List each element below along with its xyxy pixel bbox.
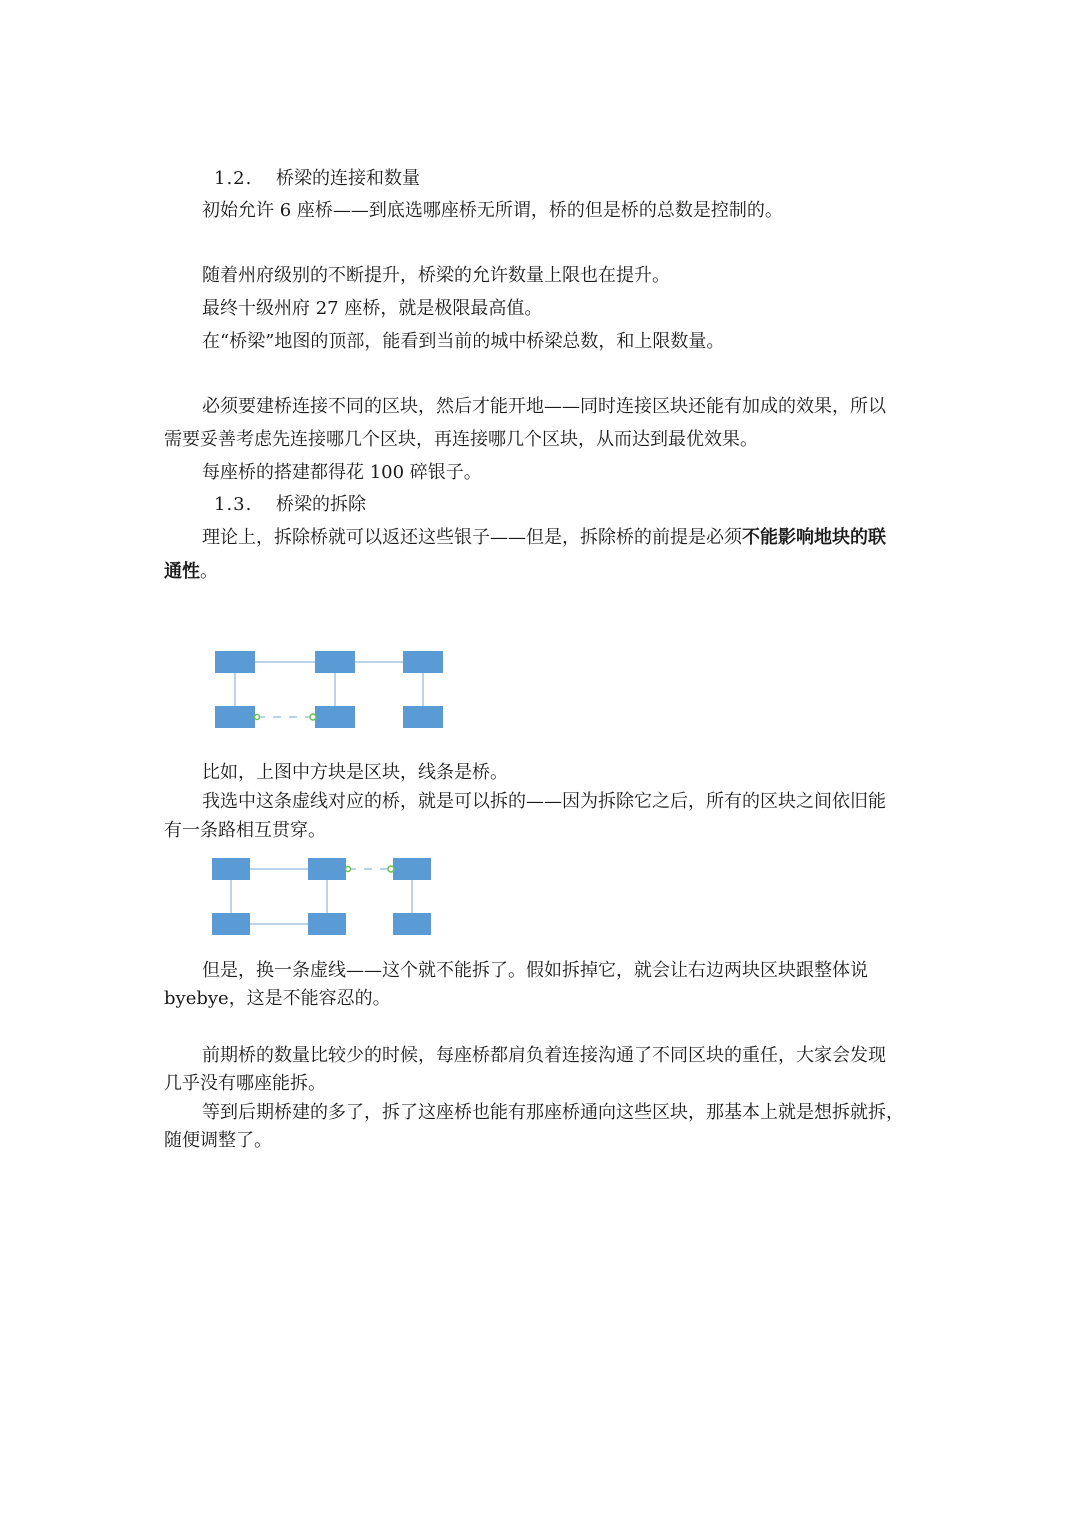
block-top-middle <box>315 651 355 673</box>
section-number: 1.3. <box>214 494 253 515</box>
paragraph-map-info: 在“桥梁”地图的顶部，能看到当前的城中桥梁总数，和上限数量。 <box>202 331 725 352</box>
block-bottom-right <box>403 706 443 728</box>
theory-period: 。 <box>200 561 218 582</box>
block-bottom-left <box>212 913 250 935</box>
paragraph-connect-line-2: 需要妥善考虑先连接哪几个区块，再连接哪几个区块，从而达到最优效果。 <box>164 429 758 450</box>
section-title: 桥梁的拆除 <box>276 494 366 515</box>
block-top-left <box>215 651 255 673</box>
block-top-right <box>393 858 431 880</box>
paragraph-theory-line-2 <box>164 561 218 583</box>
paragraph-example: 比如，上图中方块是区块，线条是桥。 <box>202 762 508 783</box>
paragraph-initial-bridges: 初始允许 6 座桥——到底选哪座桥无所谓，桥的但是桥的总数是控制的。 <box>202 200 783 221</box>
theory-emphasis-end: 通性 <box>164 561 200 582</box>
paragraph-upgrade-limit: 随着州府级别的不断提升，桥梁的允许数量上限也在提升。 <box>202 265 670 286</box>
theory-emphasis: 不能影响地块的联 <box>742 527 886 548</box>
theory-text: 理论上，拆除桥就可以返还这些银子——但是，拆除桥的前提是必须 <box>202 527 742 548</box>
paragraph-connect-line-1: 必须要建桥连接不同的区块，然后才能开地——同时连接区块还能有加成的效果，所以 <box>202 396 886 417</box>
selection-handle-end[interactable] <box>388 866 394 872</box>
block-top-right <box>403 651 443 673</box>
paragraph-but-line-1: 但是，换一条虚线——这个就不能拆了。假如拆掉它，就会让右边两块区块跟整体说 <box>202 960 868 981</box>
selection-handle-start[interactable] <box>346 867 351 872</box>
block-bottom-middle <box>308 913 346 935</box>
paragraph-select-line-2: 有一条路相互贯穿。 <box>164 820 326 841</box>
paragraph-theory-line-1 <box>202 527 886 549</box>
paragraph-but-line-2: byebye，这是不能容忍的。 <box>164 988 391 1009</box>
section-number: 1.2. <box>214 168 253 189</box>
paragraph-bridge-cost: 每座桥的搭建都得花 100 碎银子。 <box>202 462 482 483</box>
block-top-left <box>212 858 250 880</box>
paragraph-later-line-2: 随便调整了。 <box>164 1130 272 1151</box>
diagram-unremovable-bridge <box>200 845 450 945</box>
selection-handle-end[interactable] <box>310 714 316 720</box>
diagram-removable-bridge <box>200 630 460 750</box>
section-title: 桥梁的连接和数量 <box>276 168 420 189</box>
block-bottom-right <box>393 913 431 935</box>
selection-handle-start[interactable] <box>255 715 260 720</box>
paragraph-select-line-1: 我选中这条虚线对应的桥，就是可以拆的——因为拆除它之后，所有的区块之间依旧能 <box>202 791 886 812</box>
paragraph-max-bridges: 最终十级州府 27 座桥，就是极限最高值。 <box>202 298 543 319</box>
section-heading-1-3 <box>214 494 366 516</box>
section-heading-1-2 <box>214 168 420 190</box>
block-bottom-middle <box>315 706 355 728</box>
paragraph-later-line-1: 等到后期桥建的多了，拆了这座桥也能有那座桥通向这些区块，那基本上就是想拆就拆， <box>202 1102 904 1123</box>
block-top-middle <box>308 858 346 880</box>
block-bottom-left <box>215 706 255 728</box>
paragraph-early-line-2: 几乎没有哪座能拆。 <box>164 1073 326 1094</box>
paragraph-early-line-1: 前期桥的数量比较少的时候，每座桥都肩负着连接沟通了不同区块的重任，大家会发现 <box>202 1045 886 1066</box>
